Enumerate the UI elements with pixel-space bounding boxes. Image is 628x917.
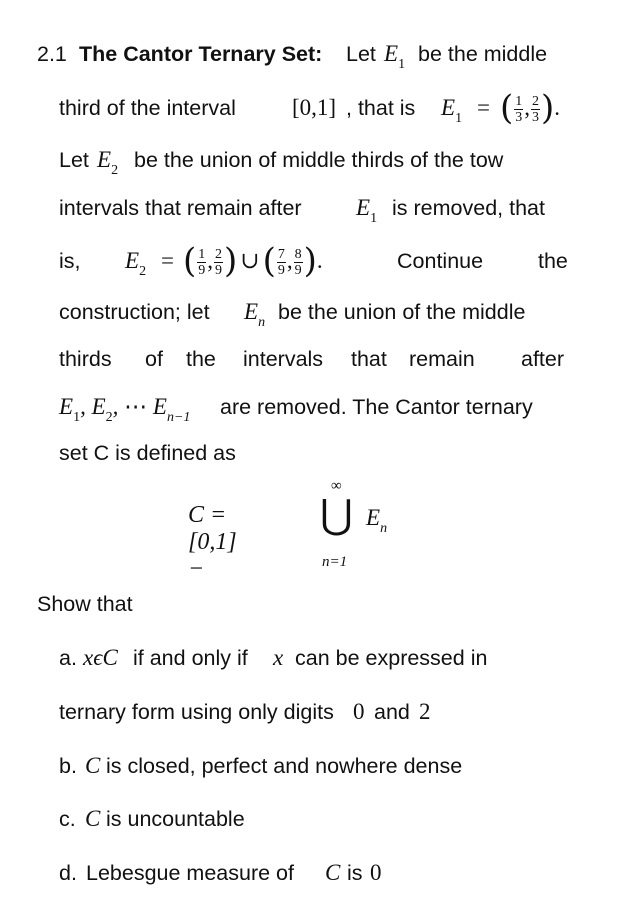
item-c-line xyxy=(0,799,628,839)
problem-line-5 xyxy=(0,241,628,281)
show-that-heading: Show that xyxy=(37,592,133,616)
show-heading-line xyxy=(0,584,628,624)
text-expressed: can be expressed in xyxy=(295,646,488,670)
math-two: 2 xyxy=(419,699,431,724)
math-zero-2: 0 xyxy=(370,860,382,885)
math-def-sub: n=1 xyxy=(322,554,348,570)
problem-line-7 xyxy=(0,339,628,379)
text-and: and xyxy=(374,700,410,724)
text-line6-a: construction; let xyxy=(59,300,210,324)
text-iff: if and only if xyxy=(133,646,248,670)
text-the: the xyxy=(538,249,568,273)
math-x: x xyxy=(273,645,284,670)
text-is-2: is xyxy=(347,861,363,885)
problem-line-3 xyxy=(0,140,628,180)
math-E2-b: $E_2$ xyxy=(125,248,147,279)
word: of xyxy=(145,347,163,371)
math-zero: 0 xyxy=(353,699,365,724)
math-sequence: $E_1$, $E_2$, ⋯ $E_{n-1}$ xyxy=(59,394,191,425)
math-E1-b: $E_1$ xyxy=(441,95,463,126)
text-let: Let xyxy=(346,42,376,66)
math-equals: = xyxy=(477,95,490,120)
text-is: is, xyxy=(59,249,81,273)
math-C: C xyxy=(325,860,341,885)
item-b-line xyxy=(0,746,628,786)
math-C: C xyxy=(85,806,101,831)
word: that xyxy=(351,347,387,371)
item-b-label: b. xyxy=(59,754,77,778)
text-continue: Continue xyxy=(397,249,484,273)
text-uncountable: is uncountable xyxy=(106,807,245,831)
math-x-in-C: xϵC xyxy=(83,645,118,670)
problem-line-8 xyxy=(0,387,628,427)
problem-number: 2.1 xyxy=(37,42,67,66)
problem-line-9 xyxy=(0,433,628,473)
word: after xyxy=(521,347,565,371)
math-E1-c: $E_1$ xyxy=(356,195,378,226)
text-line3-tail: be the union of middle thirds of the tow xyxy=(134,148,504,172)
math-En: $E_n$ xyxy=(244,299,266,330)
math-E2-union: ( $\frac{1}{9}$ , $\frac{2}{9}$ ) ∪( $\frac{7}{9}$ , $\frac{8}{9}$ ). xyxy=(183,241,323,281)
text-line6-b: be the union of the middle xyxy=(278,300,526,324)
item-a-label: a. xyxy=(59,646,77,670)
math-E1: $E_1$ xyxy=(384,41,406,72)
problem-line-4 xyxy=(0,188,628,228)
text-closed-perfect: is closed, perfect and nowhere dense xyxy=(106,754,463,778)
math-E1-interval: ( $\frac{1}{3}$ , $\frac{2}{3}$ ). xyxy=(500,88,561,128)
item-a-line-1 xyxy=(0,638,628,678)
item-d-line xyxy=(0,853,628,893)
text-line4-b: is removed, that xyxy=(392,196,545,220)
text-let-2: Let xyxy=(59,148,89,172)
text-ternary-form: ternary form using only digits xyxy=(59,700,334,724)
item-c-label: c. xyxy=(59,807,76,831)
text-line2: third of the interval xyxy=(59,96,236,120)
text-line9: set C is defined as xyxy=(59,441,236,465)
word: remain xyxy=(409,347,475,371)
math-def-lhs: C = [0,1] − xyxy=(188,502,237,582)
item-a-line-2 xyxy=(0,692,628,732)
problem-title: The Cantor Ternary Set: xyxy=(79,42,323,66)
math-C: C xyxy=(85,753,101,778)
problem-line-2 xyxy=(0,88,628,128)
word: thirds xyxy=(59,347,112,371)
text-line4-a: intervals that remain after xyxy=(59,196,302,220)
word: intervals xyxy=(243,347,324,371)
item-d-label: d. xyxy=(59,861,77,885)
math-def-sup: ∞ xyxy=(331,478,342,494)
text-line8-tail: are removed. The Cantor ternary xyxy=(220,395,533,419)
text-lebesgue: Lebesgue measure of xyxy=(86,861,294,885)
math-equals-2: = xyxy=(161,248,174,273)
problem-line-6 xyxy=(0,292,628,332)
text-line1-tail: be the middle xyxy=(418,42,548,66)
math-def-En: $E_n$ xyxy=(366,505,388,536)
problem-line-1 xyxy=(0,34,628,74)
big-union-symbol: ⋃ xyxy=(320,492,353,538)
text-that-is: , that is xyxy=(346,96,416,120)
math-interval: [0,1] xyxy=(292,95,337,120)
word: the xyxy=(186,347,216,371)
math-E2: $E_2$ xyxy=(97,147,119,178)
